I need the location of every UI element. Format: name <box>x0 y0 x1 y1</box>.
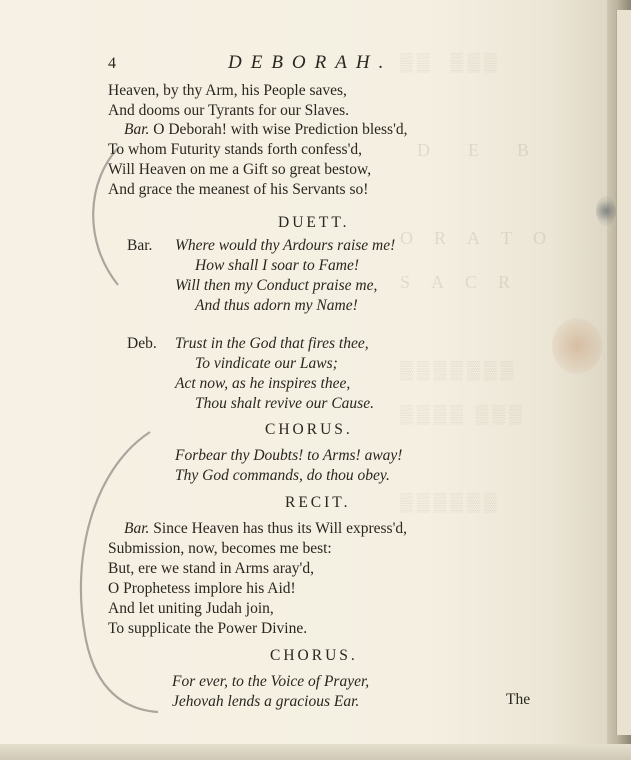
recit-line: Submission, now, becomes me best: <box>108 540 332 557</box>
recit-line: To whom Futurity stands forth confess'd, <box>108 141 362 158</box>
speaker-name: Bar. <box>124 121 150 138</box>
show-through-texture: ▒▒ ▒▒▒ D E B O R A T O S A C R ▒▒▒▒▒▒▒ ▒▒▒▒ ▒▒▒ ▒▒▒▒▒▒ <box>400 52 550 512</box>
running-head: DEBORAH. <box>228 52 393 73</box>
duett-line: To vindicate our Laws; <box>195 355 338 372</box>
recit-line: But, ere we stand in Arms aray'd, <box>108 560 314 577</box>
chorus-line: Jehovah lends a gracious Ear. <box>172 693 360 710</box>
chorus-line: Thy God commands, do thou obey. <box>175 467 390 484</box>
speaker-name: Bar. <box>124 520 150 537</box>
recit-line: And grace the meanest of his Servants so! <box>108 181 369 198</box>
speaker-name: Deb. <box>127 335 157 352</box>
page-number: 4 <box>108 55 116 72</box>
duett-line: Thou shalt revive our Cause. <box>195 395 374 412</box>
section-heading-chorus: CHORUS. <box>270 647 358 664</box>
duett-line: How shall I soar to Fame! <box>195 257 360 274</box>
chorus-line: For ever, to the Voice of Prayer, <box>172 673 370 690</box>
verse-line: And dooms our Tyrants for our Slaves. <box>108 102 350 119</box>
section-heading-duett: DUETT. <box>278 214 350 231</box>
duett-line: And thus adorn my Name! <box>195 297 358 314</box>
verse-line: Heaven, by thy Arm, his People saves, <box>108 82 347 99</box>
recit-line <box>124 120 408 139</box>
speaker-name: Bar. <box>127 237 153 254</box>
recit-line <box>124 519 407 538</box>
recit-line: Will Heaven on me a Gift so great bestow, <box>108 161 372 178</box>
duett-line: Trust in the God that fires thee, <box>175 335 369 352</box>
recit-line: And let uniting Judah join, <box>108 600 274 617</box>
duett-line: Where would thy Ardours raise me! <box>175 237 396 254</box>
chorus-line: Forbear thy Doubts! to Arms! away! <box>175 447 403 464</box>
recit-first-line: Since Heaven has thus its Will express'd, <box>149 520 408 537</box>
catchword: The <box>506 691 531 708</box>
section-heading-chorus: CHORUS. <box>265 421 353 438</box>
section-heading-recit: RECIT. <box>285 494 351 511</box>
duett-line: Act now, as he inspires thee, <box>175 375 351 392</box>
recit-line: O Prophetess implore his Aid! <box>108 580 296 597</box>
recit-first-line: O Deborah! with wise Prediction bless'd, <box>149 121 408 138</box>
recit-line: To supplicate the Power Divine. <box>108 620 308 637</box>
duett-line: Will then my Conduct praise me, <box>175 277 378 294</box>
